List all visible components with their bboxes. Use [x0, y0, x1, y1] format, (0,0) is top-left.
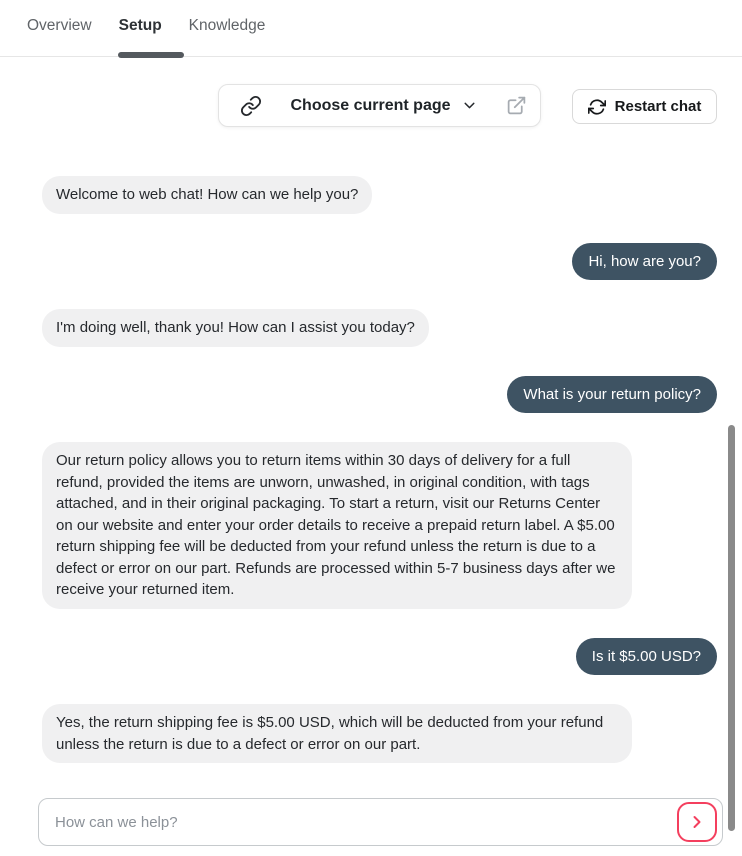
- tab-knowledge[interactable]: Knowledge: [188, 17, 266, 34]
- tab-setup[interactable]: Setup: [118, 17, 162, 34]
- page-selector-label: Choose current page: [290, 96, 451, 114]
- chevron-right-icon: [687, 812, 707, 832]
- user-message: What is your return policy?: [507, 376, 717, 414]
- bot-message: Welcome to web chat! How can we help you?: [42, 176, 372, 214]
- send-button[interactable]: [677, 802, 717, 842]
- restart-chat-button[interactable]: [572, 89, 717, 124]
- restart-chat-label: Restart chat: [614, 98, 702, 115]
- bot-message: Our return policy allows you to return items within 30 days of delivery for a full refund, provided the items are unworn, unwashed, in original condition, with tags attached, and in their original packaging. To start a return, visit our Returns Center on our website and enter your order details to receive a prepaid return label. A $5.00 return shipping fee will be deducted from your refund unless the return is due to a defect or error on our part. Refunds are processed within 5-7 business days after we receive your returned item.: [42, 442, 632, 609]
- active-tab-indicator: [118, 52, 184, 58]
- user-message: Hi, how are you?: [572, 243, 717, 281]
- user-message: Is it $5.00 USD?: [576, 638, 717, 676]
- chat-message-list: [42, 176, 717, 792]
- bot-message: Yes, the return shipping fee is $5.00 USD, which will be deducted from your refund unless the return is due to a defect or error on our part.: [42, 704, 632, 763]
- message-input[interactable]: [55, 814, 677, 831]
- vertical-scrollbar[interactable]: [728, 425, 735, 831]
- tab-bar: [0, 0, 742, 57]
- message-composer: [38, 798, 723, 846]
- choose-current-page-dropdown[interactable]: [218, 84, 541, 127]
- restart-icon: [588, 98, 606, 116]
- link-icon: [240, 95, 262, 117]
- bot-message: I'm doing well, thank you! How can I assist you today?: [42, 309, 429, 347]
- tab-overview[interactable]: Overview: [27, 17, 92, 34]
- open-in-new-icon[interactable]: [506, 95, 527, 116]
- chevron-down-icon: [461, 97, 478, 114]
